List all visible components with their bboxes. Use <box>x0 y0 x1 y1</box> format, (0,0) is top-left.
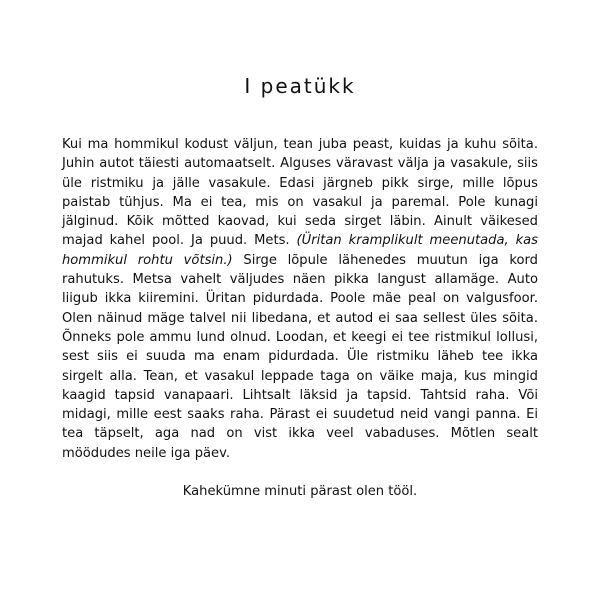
chapter-title: I peatükk <box>244 74 356 98</box>
paragraph-italic-aside: (Üritan kramplikult meenutada, kas hommikul rohtu võtsin.) <box>62 233 538 268</box>
body-paragraph <box>62 135 538 463</box>
paragraph-text-segment: Sirge lõpule lähenedes muutun iga kord rahutuks. Metsa vahelt väljudes näen pikka langust allamäge. Auto liigub ikka kiiremini. Üritan pidurdada. Poole mäe peal on valgusfoor. Olen näinud mäge talvel nii libedana, et autod ei saa sellest üles sõita. Õnneks pole ammu lund olnud. Loodan, et keegi ei tee ristmikul lollusi, sest siis ei suuda ma enam pidurdada. Üle ristmiku läheb tee ikka sirgelt alla. Tean, et vasakul leppade taga on väike maja, kus mingid kaagid tapsid vanapaari. Lihtsalt läksid ja tapsid. Tahtsid raha. Või midagi, mille eest saaks raha. Pärast ei suudetud neid vangi panna. Ei tea täpselt, aga nad on vist ikka veel vabaduses. Mõtlen sealt möödudes neile iga päev. <box>62 252 538 461</box>
paragraph-text-segment: Kui ma hommikul kodust väljun, tean juba peast, kuidas ja kuhu sõita. Juhin autot täiesti automaatselt. Alguses väravast välja ja vasakule, siis üle ristmiku ja jälle vasakule. Edasi järgneb pikk sirge, mille lõpus paistab tühjus. Ma ei tea, mis on vasakul ja paremal. Pole kunagi jälginud. Kõik mõtted kaovad, kui seda sirget läbin. Ainult väikesed majad kahel pool. Ja puud. Mets. <box>62 137 538 249</box>
closing-line: Kahekümne minuti pärast olen tööl. <box>182 484 418 499</box>
